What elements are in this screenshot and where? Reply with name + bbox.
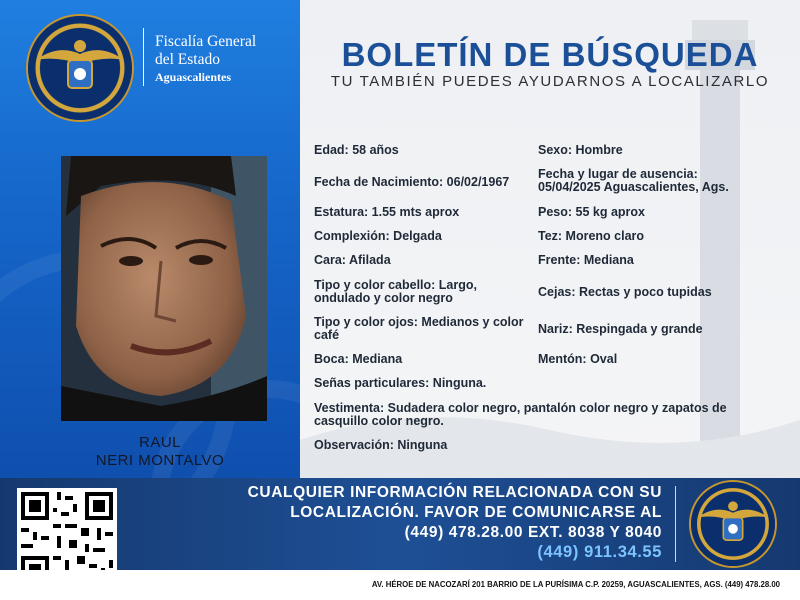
contact-line-1: CUALQUIER INFORMACIÓN RELACIONADA CON SU [247,484,662,501]
org-name-line2: del Estado [155,51,220,68]
footer-address: AV. HÉROE DE NACOZARÍ 201 BARRIO DE LA PURÍSIMA C.P. 20259, AGUASCALIENTES, AGS. (449) 478.28.00 [371,580,780,589]
field-nariz: Nariz: Respingada y grande [538,322,703,336]
contact-phone-2[interactable]: (449) 911.34.55 [537,543,662,561]
field-vestimenta-line2: casquillo color negro. [314,414,444,428]
field-ojos-line2: café [314,328,340,342]
field-sexo: Sexo: Hombre [538,143,623,157]
field-senas: Señas particulares: Ninguna. [314,376,487,390]
org-divider [143,28,144,86]
field-menton: Mentón: Oval [538,352,618,366]
seal-icon [28,16,132,120]
contact-line-2: LOCALIZACIÓN. FAVOR DE COMUNICARSE AL [290,504,662,521]
field-complexion: Complexión: Delgada [314,229,442,243]
field-vestimenta-line1: Vestimenta: Sudadera color negro, pantalón color negro y zapatos de [314,401,727,415]
field-cejas: Cejas: Rectas y poco tupidas [538,285,712,299]
field-boca: Boca: Mediana [314,352,403,366]
org-name-line3: Aguascalientes [155,70,231,84]
field-tez: Tez: Moreno claro [538,229,645,243]
band-divider [675,486,676,562]
field-nacimiento: Fecha de Nacimiento: 06/02/1967 [314,175,510,189]
missing-person-photo [61,156,267,421]
org-name-line1: Fiscalía General [155,33,257,50]
field-ausencia-label: Fecha y lugar de ausencia: [538,167,698,181]
person-first-name: RAUL [138,434,181,451]
field-cara: Cara: Afilada [314,253,391,267]
field-cabello-line1: Tipo y color cabello: Largo, [314,278,477,292]
contact-phone-1[interactable]: (449) 478.28.00 EXT. 8038 Y 8040 [404,524,662,541]
field-estatura: Estatura: 1.55 mts aprox [314,205,460,219]
field-observacion: Observación: Ninguna [314,438,448,452]
seal-icon-small [691,482,775,566]
bulletin-title: BOLETÍN DE BÚSQUEDA [341,36,759,73]
field-cabello-line2: ondulado y color negro [314,291,453,305]
field-ausencia-value: 05/04/2025 Aguascalientes, Ags. [538,180,729,194]
field-peso: Peso: 55 kg aprox [538,205,645,219]
field-edad: Edad: 58 años [314,143,399,157]
field-frente: Frente: Mediana [538,253,634,267]
field-ojos-line1: Tipo y color ojos: Medianos y color [314,315,524,329]
person-last-name: NERI MONTALVO [95,452,225,469]
bulletin-subtitle: TU TAMBIÉN PUEDES AYUDARNOS A LOCALIZARLO [330,73,770,90]
